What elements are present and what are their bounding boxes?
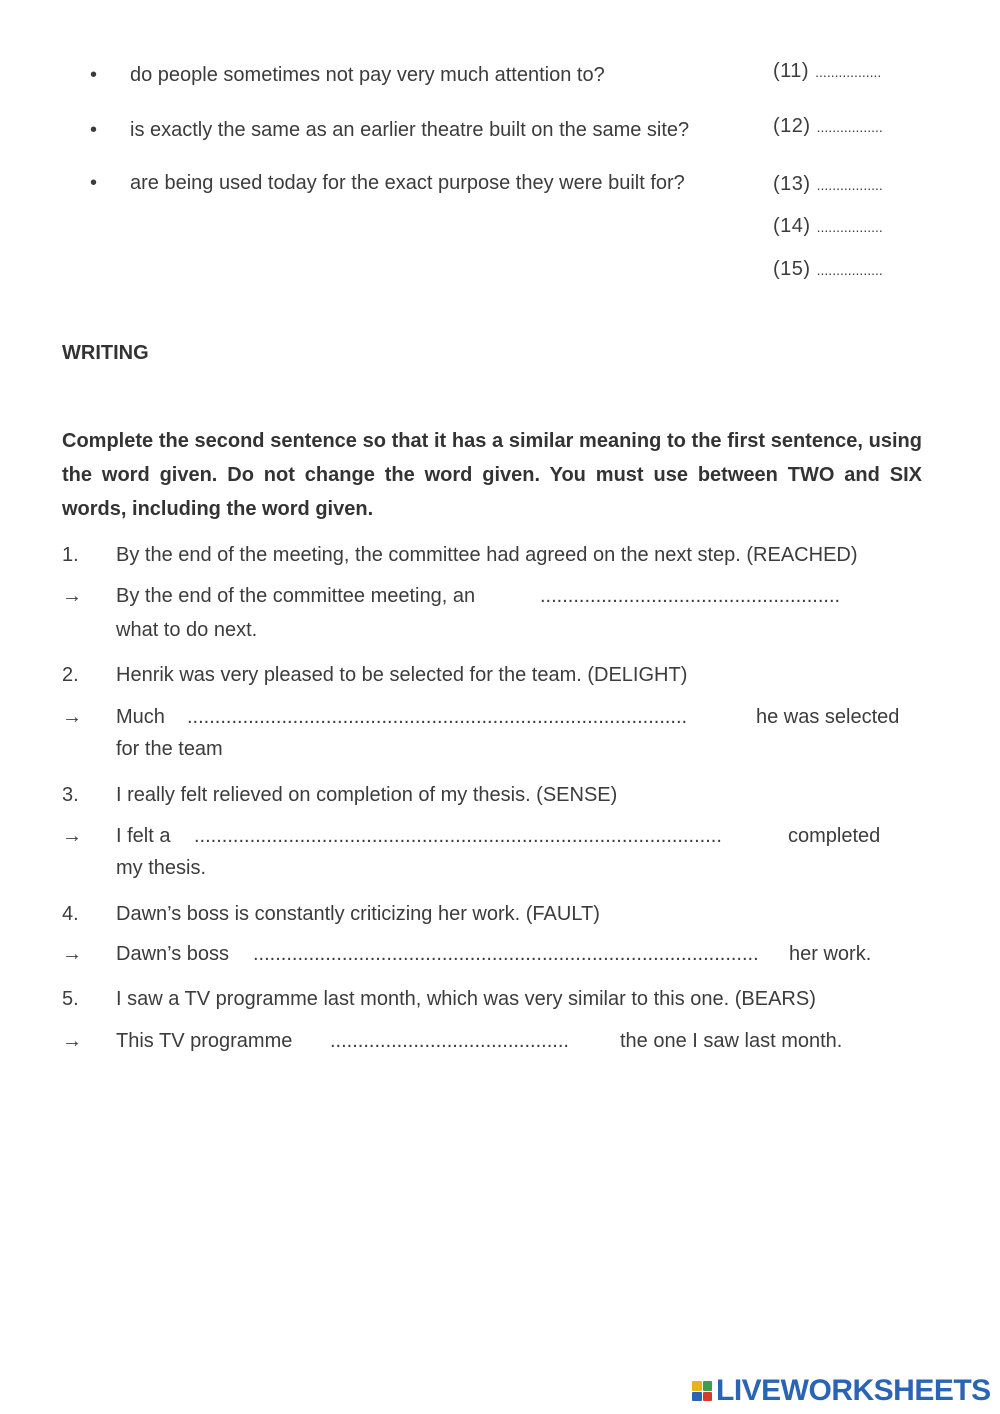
arrow-icon: → xyxy=(62,706,82,728)
answer-ref-13 xyxy=(773,173,883,196)
question-text-3: are being used today for the exact purpose they were built for? xyxy=(130,172,685,194)
bullet-3: • xyxy=(90,172,98,194)
original-sentence: By the end of the meeting, the committee had agreed on the next step. (REACHED) xyxy=(116,544,858,566)
section-heading: WRITING xyxy=(62,342,149,364)
liveworksheets-logo[interactable] xyxy=(692,1374,991,1408)
suffix-text: her work. xyxy=(789,943,872,965)
bullet-1: • xyxy=(90,64,98,86)
answer-blank[interactable]: ................. xyxy=(816,219,883,235)
arrow-icon: → xyxy=(62,1030,82,1052)
suffix-text: the one I saw last month. xyxy=(620,1030,843,1052)
answer-ref-label: (14) xyxy=(773,215,811,237)
answer-ref-label: (13) xyxy=(773,173,811,195)
continuation-text: what to do next. xyxy=(116,619,258,641)
answer-blank[interactable]: ................. xyxy=(816,262,883,278)
question-text-2: is exactly the same as an earlier theatre built on the same site? xyxy=(130,119,690,141)
item-number: 2. xyxy=(62,664,79,686)
logo-square xyxy=(692,1381,702,1391)
instructions: Complete the second sentence so that it has a similar meaning to the first sentence, using the word given. Do not change the word given. You must use between TWO and SIX words, including the word given. xyxy=(62,430,922,520)
original-sentence: I really felt relieved on completion of my thesis. (SENSE) xyxy=(116,784,618,806)
bullet-2: • xyxy=(90,119,98,141)
prefix-text: By the end of the committee meeting, an xyxy=(116,585,476,607)
prefix-text: Much xyxy=(116,706,165,728)
prefix-text: Dawn’s boss xyxy=(116,943,230,965)
answer-ref-12 xyxy=(773,115,883,138)
answer-ref-label: (12) xyxy=(773,115,811,137)
answer-blank[interactable]: ................. xyxy=(816,177,883,193)
answer-ref-14 xyxy=(773,215,883,238)
arrow-icon: → xyxy=(62,825,82,847)
answer-ref-11 xyxy=(773,60,881,83)
original-sentence: Dawn’s boss is constantly criticizing her work. (FAULT) xyxy=(116,903,600,925)
logo-square xyxy=(703,1381,713,1391)
logo-square xyxy=(703,1392,713,1402)
arrow-icon: → xyxy=(62,585,82,607)
item-number: 1. xyxy=(62,544,79,566)
arrow-icon: → xyxy=(62,943,82,965)
suffix-text: completed xyxy=(788,825,881,847)
answer-blank[interactable]: ................. xyxy=(815,64,882,80)
answer-gap[interactable]: ............................................................................................... xyxy=(194,825,722,847)
continuation-text: for the team xyxy=(116,738,223,760)
prefix-text: This TV programme xyxy=(116,1030,293,1052)
answer-blank[interactable]: ................. xyxy=(816,119,883,135)
answer-ref-label: (11) xyxy=(773,60,810,82)
prefix-text: I felt a xyxy=(116,825,171,847)
answer-gap[interactable]: ........................................... xyxy=(330,1030,569,1052)
logo-text: LIVEWORKSHEETS xyxy=(716,1374,991,1407)
answer-gap[interactable]: ...................................................... xyxy=(540,585,841,607)
answer-ref-15 xyxy=(773,258,883,281)
logo-mark-icon xyxy=(692,1381,712,1401)
original-sentence: I saw a TV programme last month, which was very similar to this one. (BEARS) xyxy=(116,988,816,1010)
suffix-text: he was selected xyxy=(756,706,900,728)
answer-gap[interactable]: .......................................................................................... xyxy=(187,706,688,728)
answer-gap[interactable]: ........................................................................................... xyxy=(253,943,759,965)
original-sentence: Henrik was very pleased to be selected for the team. (DELIGHT) xyxy=(116,664,688,686)
item-number: 5. xyxy=(62,988,79,1010)
question-text-1: do people sometimes not pay very much attention to? xyxy=(130,64,605,86)
logo-square xyxy=(692,1392,702,1402)
continuation-text: my thesis. xyxy=(116,857,207,879)
item-number: 3. xyxy=(62,784,79,806)
item-number: 4. xyxy=(62,903,79,925)
answer-ref-label: (15) xyxy=(773,258,811,280)
